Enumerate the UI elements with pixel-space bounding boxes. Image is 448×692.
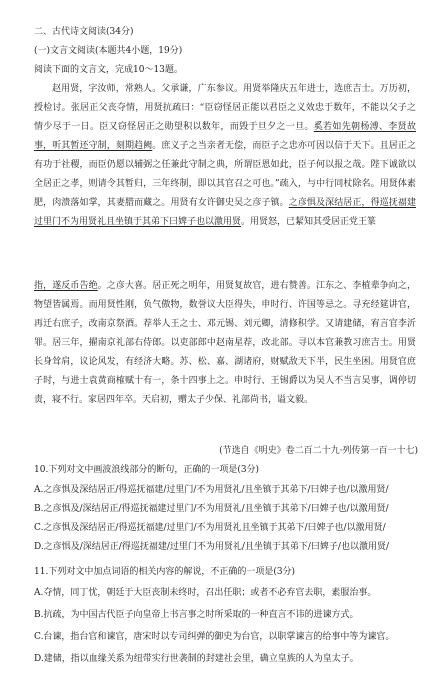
question-10-option-d: D.之彦惧及/深结居正/得巡抚福建/过里门不为用贤礼/且坐镇于其弟下/曰婢子/也以激用贤/ — [34, 542, 389, 552]
question-11-option-d: D.建储，指以血缘关系为纽带实行世袭制的封建社会里，确立皇族的人为皇太子。 — [34, 654, 359, 664]
question-11-stem: 11.下列对文中加点词语的相关内容的解说，不正确的一项是(3分) — [34, 567, 296, 577]
translation-sentence: 奚若如先朝杨溥、李贤故事，听其暂还守制，刻期趋阙 — [34, 122, 416, 151]
question-11-option-a: A.夺情，同丁忧，朝廷于大臣丧制未终时，召出任职；或者不必弃官去职，素服治事。 — [34, 588, 377, 598]
instruction: 阅读下面的文言文，完成10～13题。 — [34, 65, 183, 75]
passage-text: 赵用贤，字汝师，常熟人。父承谦，广东参议。用贤举隆庆五年进士，选庶吉士。万历初，授检讨。张居正父丧夺情，用贤抗疏曰：“臣窃怪居正能以君臣之义效忠于数年，不能以父子之情少尽于一日。臣又窃怪居正之勋望积以数年，而毁于旦夕之一旦。 — [34, 84, 416, 132]
passage-paragraph-1 — [34, 80, 416, 268]
wavy-underline-sentence: 之彦惧及深结居正，得巡抚福建过里门不为用贤礼且坐镇于其弟下曰婢子也以激用贤 — [34, 198, 416, 227]
section-title: 二、古代诗文阅读(34分) — [34, 27, 134, 37]
passage-text: 。庶义子之当亲者无偿，而臣子之忠亦可因以信于天下。且居正之有功于社稷，而臣仍愿以辅弼之任兼此守制之典，所谓臣恩如此，臣子何以报之哉。陛下诚欲以全居正之孝，则请令其暂归，三年终制，即以其官召之可也。”疏入，与中行同杖除名。用贤体素肥，肉溃落如掌，其妻腊而藏之。用贤有女许御史吴之彦子镇。 — [34, 141, 416, 208]
question-11-option-b: B.抗疏，为中国古代臣子向皇帝上书言事之时所采取的一种直言不讳的进谏方式。 — [34, 610, 359, 620]
question-11-option-c: C.台谏，指台官和谏官，唐宋时以专司纠弹的御史为台官，以职掌谏言的给事中等为谏官。 — [34, 632, 395, 642]
question-10-stem: 10.下列对文中画波浪线部分的断句，正确的一项是(3分) — [34, 465, 260, 475]
passage-source: (节选自《明史》卷二百二十九·列传第一百一十七) — [219, 446, 418, 456]
passage-text: 。用贤怒，已絜知其受居正党王篆 — [241, 217, 377, 227]
question-10-option-b: B.之彦惧及/深结居正/得巡抚福建过里门/不为用贤礼/且坐镇于其弟下/曰婢子也/以激用贤/ — [34, 504, 389, 514]
question-10-option-a: A.之彦惧及深结居正/得巡抚福建/过里门/不为用贤礼/且坐镇于其弟下/曰婢子也/以激用贤/ — [34, 485, 389, 495]
wavy-underline-sentence-end: 指，遂反币告绝 — [34, 281, 98, 291]
question-10-option-c: C.之彦惧及深结居正/得巡抚福建/过里门/不为用贤礼且坐镇于其弟下/曰婢子也/以激用贤/ — [34, 523, 386, 533]
passage-text: 。之彦大喜。居正死之明年，用贤复故官，进右赞善。江东之、李植辈争向之，物望皆属焉。而用贤性刚，负气傲物，数誉议大臣得失，申时行、许国等忌之。寻充经筵讲官，再迁右庶子，改南京祭酒。荐举人王之士、邓元锡、刘元卿，清修积学。又请建储，宥言官李沂罪。居三年，擢南京礼部右侍郎。以吏部郎中赵南星荐，改北部。寻以本官兼教习庶吉士。用贤长身耸肩，议论风发，有经济大略。苏、松、嘉、湖诸府，财赋敌天下半，民生坐困。用贤官庶子时，与进士袁黄商榷赋十有一，条十四事上之。申时行、王锡爵以为吴人不当言吴事，调停切责，寝不行。家居四年卒。天启初，赠太子少保、礼部尚书，谥文毅。 — [34, 281, 416, 405]
passage-paragraph-2 — [34, 277, 416, 431]
subsection-title: (一)文言文阅读(本题共4小题，19分) — [34, 46, 183, 56]
